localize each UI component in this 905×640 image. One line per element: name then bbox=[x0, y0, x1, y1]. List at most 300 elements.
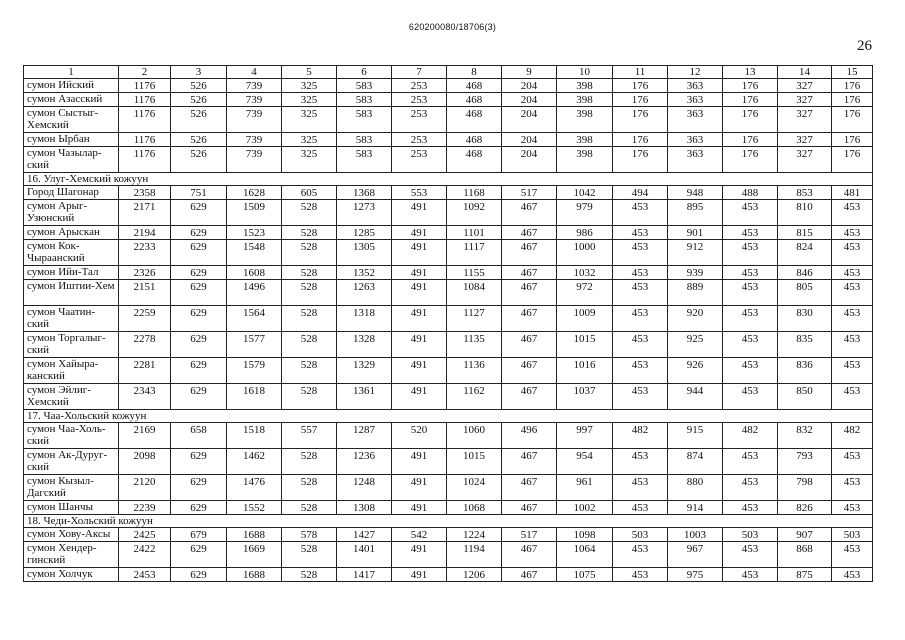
table-cell: 176 bbox=[613, 79, 668, 93]
table-cell: 526 bbox=[171, 133, 227, 147]
table-cell: 363 bbox=[668, 93, 723, 107]
table-cell: 739 bbox=[227, 93, 282, 107]
table-row bbox=[24, 107, 873, 133]
table-cell: 629 bbox=[171, 384, 227, 410]
table-cell: 327 bbox=[778, 133, 832, 147]
table-cell: 491 bbox=[392, 384, 447, 410]
table-cell: 494 bbox=[613, 186, 668, 200]
table-cell: 204 bbox=[502, 133, 557, 147]
table-cell: 453 bbox=[723, 475, 778, 501]
table-cell: 453 bbox=[613, 332, 668, 358]
table-cell: 1206 bbox=[447, 568, 502, 582]
table-cell: 1564 bbox=[227, 306, 282, 332]
table-cell: 453 bbox=[613, 542, 668, 568]
row-name: сумон Ырбан bbox=[24, 133, 119, 147]
table-row bbox=[24, 384, 873, 410]
row-name: сумон Арыг-Узюнский bbox=[24, 200, 119, 226]
table-cell: 467 bbox=[502, 475, 557, 501]
table-cell: 1273 bbox=[337, 200, 392, 226]
table-cell: 453 bbox=[613, 200, 668, 226]
table-cell: 2259 bbox=[119, 306, 171, 332]
table-row bbox=[24, 528, 873, 542]
table-cell: 253 bbox=[392, 107, 447, 133]
table-cell: 739 bbox=[227, 133, 282, 147]
table-cell: 176 bbox=[832, 93, 873, 107]
table-cell: 176 bbox=[832, 79, 873, 93]
table-cell: 398 bbox=[557, 107, 613, 133]
row-name: сумон Азасский bbox=[24, 93, 119, 107]
table-cell: 526 bbox=[171, 147, 227, 173]
table-cell: 453 bbox=[832, 332, 873, 358]
table-cell: 398 bbox=[557, 133, 613, 147]
table-cell: 528 bbox=[282, 240, 337, 266]
table-cell: 176 bbox=[723, 107, 778, 133]
column-header: 9 bbox=[502, 66, 557, 79]
table-row bbox=[24, 226, 873, 240]
table-cell: 176 bbox=[832, 133, 873, 147]
table-cell: 1136 bbox=[447, 358, 502, 384]
table-cell: 1176 bbox=[119, 93, 171, 107]
table-cell: 583 bbox=[337, 93, 392, 107]
table-cell: 517 bbox=[502, 186, 557, 200]
table-cell: 482 bbox=[832, 423, 873, 449]
table-cell: 578 bbox=[282, 528, 337, 542]
table-cell: 467 bbox=[502, 266, 557, 280]
table-cell: 824 bbox=[778, 240, 832, 266]
column-header: 4 bbox=[227, 66, 282, 79]
table-cell: 1194 bbox=[447, 542, 502, 568]
table-cell: 815 bbox=[778, 226, 832, 240]
table-cell: 1127 bbox=[447, 306, 502, 332]
table-cell: 1024 bbox=[447, 475, 502, 501]
table-cell: 1263 bbox=[337, 280, 392, 306]
table-cell: 629 bbox=[171, 501, 227, 515]
table-cell: 739 bbox=[227, 107, 282, 133]
table-cell: 327 bbox=[778, 93, 832, 107]
table-cell: 926 bbox=[668, 358, 723, 384]
table-cell: 467 bbox=[502, 226, 557, 240]
table-cell: 2171 bbox=[119, 200, 171, 226]
table-cell: 1628 bbox=[227, 186, 282, 200]
table-cell: 1037 bbox=[557, 384, 613, 410]
table-cell: 482 bbox=[613, 423, 668, 449]
table-cell: 915 bbox=[668, 423, 723, 449]
column-header: 2 bbox=[119, 66, 171, 79]
table-cell: 1009 bbox=[557, 306, 613, 332]
table-cell: 453 bbox=[832, 542, 873, 568]
table-row bbox=[24, 79, 873, 93]
table-cell: 1092 bbox=[447, 200, 502, 226]
row-name: сумон Хендер-гинский bbox=[24, 542, 119, 568]
table-cell: 453 bbox=[613, 306, 668, 332]
row-name: сумон Арыскан bbox=[24, 226, 119, 240]
column-header: 10 bbox=[557, 66, 613, 79]
table-cell: 327 bbox=[778, 79, 832, 93]
table-cell: 1305 bbox=[337, 240, 392, 266]
table-cell: 2422 bbox=[119, 542, 171, 568]
table-cell: 453 bbox=[723, 266, 778, 280]
table-cell: 467 bbox=[502, 280, 557, 306]
table-cell: 961 bbox=[557, 475, 613, 501]
table-cell: 1068 bbox=[447, 501, 502, 515]
row-name: сумон Ак-Дуруг-ский bbox=[24, 449, 119, 475]
table-cell: 1236 bbox=[337, 449, 392, 475]
table-cell: 542 bbox=[392, 528, 447, 542]
table-cell: 1287 bbox=[337, 423, 392, 449]
table-cell: 912 bbox=[668, 240, 723, 266]
table-cell: 253 bbox=[392, 93, 447, 107]
table-cell: 453 bbox=[723, 568, 778, 582]
table-cell: 2098 bbox=[119, 449, 171, 475]
table-cell: 1579 bbox=[227, 358, 282, 384]
table-cell: 1285 bbox=[337, 226, 392, 240]
table-cell: 468 bbox=[447, 93, 502, 107]
table-cell: 467 bbox=[502, 306, 557, 332]
table-cell: 1042 bbox=[557, 186, 613, 200]
table-cell: 826 bbox=[778, 501, 832, 515]
table-cell: 528 bbox=[282, 475, 337, 501]
table-cell: 907 bbox=[778, 528, 832, 542]
row-name: сумон Чаа-Холь-ский bbox=[24, 423, 119, 449]
table-cell: 453 bbox=[613, 501, 668, 515]
table-cell: 2326 bbox=[119, 266, 171, 280]
table-cell: 491 bbox=[392, 306, 447, 332]
row-name: сумон Ийи-Тал bbox=[24, 266, 119, 280]
column-header: 13 bbox=[723, 66, 778, 79]
table-cell: 1060 bbox=[447, 423, 502, 449]
table-cell: 901 bbox=[668, 226, 723, 240]
table-cell: 363 bbox=[668, 107, 723, 133]
table-cell: 629 bbox=[171, 240, 227, 266]
table-cell: 1015 bbox=[557, 332, 613, 358]
table-cell: 517 bbox=[502, 528, 557, 542]
section-row bbox=[24, 515, 873, 528]
table-cell: 176 bbox=[723, 133, 778, 147]
row-name: сумон Чазылар-ский bbox=[24, 147, 119, 173]
table-cell: 468 bbox=[447, 133, 502, 147]
table-cell: 1688 bbox=[227, 528, 282, 542]
table-cell: 1352 bbox=[337, 266, 392, 280]
table-cell: 491 bbox=[392, 475, 447, 501]
row-name: сумон Хайыра-канский bbox=[24, 358, 119, 384]
table-cell: 1548 bbox=[227, 240, 282, 266]
table-cell: 491 bbox=[392, 200, 447, 226]
table-cell: 2169 bbox=[119, 423, 171, 449]
table-cell: 453 bbox=[832, 200, 873, 226]
table-cell: 868 bbox=[778, 542, 832, 568]
table-cell: 528 bbox=[282, 266, 337, 280]
data-table bbox=[23, 65, 873, 582]
table-cell: 629 bbox=[171, 266, 227, 280]
column-header: 6 bbox=[337, 66, 392, 79]
table-cell: 453 bbox=[723, 306, 778, 332]
table-cell: 1329 bbox=[337, 358, 392, 384]
table-cell: 583 bbox=[337, 133, 392, 147]
section-title: 17. Чаа-Хольский кожуун bbox=[24, 410, 873, 423]
table-cell: 453 bbox=[613, 280, 668, 306]
table-cell: 836 bbox=[778, 358, 832, 384]
table-cell: 920 bbox=[668, 306, 723, 332]
table-cell: 491 bbox=[392, 226, 447, 240]
table-cell: 528 bbox=[282, 358, 337, 384]
column-header: 3 bbox=[171, 66, 227, 79]
table-cell: 895 bbox=[668, 200, 723, 226]
table-cell: 453 bbox=[723, 280, 778, 306]
row-name: сумон Чаатин-ский bbox=[24, 306, 119, 332]
row-name: сумон Шанчы bbox=[24, 501, 119, 515]
table-cell: 810 bbox=[778, 200, 832, 226]
table-row bbox=[24, 240, 873, 266]
table-cell: 253 bbox=[392, 147, 447, 173]
table-cell: 1518 bbox=[227, 423, 282, 449]
table-cell: 1552 bbox=[227, 501, 282, 515]
table-cell: 751 bbox=[171, 186, 227, 200]
table-row bbox=[24, 542, 873, 568]
table-cell: 1117 bbox=[447, 240, 502, 266]
table-cell: 583 bbox=[337, 147, 392, 173]
table-cell: 453 bbox=[613, 266, 668, 280]
table-cell: 327 bbox=[778, 107, 832, 133]
table-cell: 2281 bbox=[119, 358, 171, 384]
table-cell: 453 bbox=[832, 240, 873, 266]
table-cell: 1135 bbox=[447, 332, 502, 358]
table-cell: 467 bbox=[502, 358, 557, 384]
table-cell: 204 bbox=[502, 79, 557, 93]
table-cell: 1015 bbox=[447, 449, 502, 475]
table-cell: 325 bbox=[282, 107, 337, 133]
table-cell: 453 bbox=[832, 384, 873, 410]
table-cell: 629 bbox=[171, 449, 227, 475]
table-cell: 467 bbox=[502, 542, 557, 568]
table-cell: 2120 bbox=[119, 475, 171, 501]
table-cell: 467 bbox=[502, 384, 557, 410]
table-cell: 1476 bbox=[227, 475, 282, 501]
table-cell: 453 bbox=[613, 449, 668, 475]
table-cell: 503 bbox=[723, 528, 778, 542]
table-cell: 850 bbox=[778, 384, 832, 410]
table-row bbox=[24, 501, 873, 515]
table-cell: 363 bbox=[668, 133, 723, 147]
table-cell: 605 bbox=[282, 186, 337, 200]
table-cell: 468 bbox=[447, 107, 502, 133]
table-cell: 629 bbox=[171, 306, 227, 332]
table-cell: 944 bbox=[668, 384, 723, 410]
row-name: сумон Холчук bbox=[24, 568, 119, 582]
table-cell: 176 bbox=[832, 147, 873, 173]
table-cell: 528 bbox=[282, 226, 337, 240]
table-cell: 583 bbox=[337, 79, 392, 93]
table-cell: 481 bbox=[832, 186, 873, 200]
table-row bbox=[24, 280, 873, 306]
table-cell: 520 bbox=[392, 423, 447, 449]
table-cell: 805 bbox=[778, 280, 832, 306]
table-cell: 325 bbox=[282, 79, 337, 93]
table-cell: 363 bbox=[668, 79, 723, 93]
table-cell: 889 bbox=[668, 280, 723, 306]
column-header: 8 bbox=[447, 66, 502, 79]
table-cell: 526 bbox=[171, 93, 227, 107]
table-cell: 176 bbox=[613, 147, 668, 173]
table-cell: 325 bbox=[282, 147, 337, 173]
table-cell: 528 bbox=[282, 542, 337, 568]
table-cell: 739 bbox=[227, 147, 282, 173]
table-cell: 979 bbox=[557, 200, 613, 226]
table-cell: 398 bbox=[557, 147, 613, 173]
row-name: Город Шагонар bbox=[24, 186, 119, 200]
table-row bbox=[24, 423, 873, 449]
table-cell: 986 bbox=[557, 226, 613, 240]
table-row bbox=[24, 449, 873, 475]
table-cell: 1162 bbox=[447, 384, 502, 410]
table-cell: 467 bbox=[502, 568, 557, 582]
table-cell: 453 bbox=[832, 358, 873, 384]
page-number: 26 bbox=[857, 38, 872, 54]
table-cell: 832 bbox=[778, 423, 832, 449]
row-name: сумон Ийский bbox=[24, 79, 119, 93]
table-cell: 2239 bbox=[119, 501, 171, 515]
column-header: 14 bbox=[778, 66, 832, 79]
table-cell: 491 bbox=[392, 332, 447, 358]
table-cell: 1176 bbox=[119, 147, 171, 173]
table-cell: 176 bbox=[613, 93, 668, 107]
column-header: 1 bbox=[24, 66, 119, 79]
table-cell: 1496 bbox=[227, 280, 282, 306]
table-cell: 1000 bbox=[557, 240, 613, 266]
table-cell: 327 bbox=[778, 147, 832, 173]
table-row bbox=[24, 266, 873, 280]
table-row bbox=[24, 475, 873, 501]
table-cell: 453 bbox=[613, 226, 668, 240]
table-cell: 1016 bbox=[557, 358, 613, 384]
table-cell: 1176 bbox=[119, 79, 171, 93]
table-cell: 629 bbox=[171, 280, 227, 306]
table-cell: 528 bbox=[282, 306, 337, 332]
table-cell: 503 bbox=[613, 528, 668, 542]
table-cell: 1176 bbox=[119, 107, 171, 133]
table-cell: 1577 bbox=[227, 332, 282, 358]
table-cell: 967 bbox=[668, 542, 723, 568]
table-cell: 488 bbox=[723, 186, 778, 200]
table-cell: 830 bbox=[778, 306, 832, 332]
column-header: 15 bbox=[832, 66, 873, 79]
table-cell: 453 bbox=[832, 306, 873, 332]
table-cell: 914 bbox=[668, 501, 723, 515]
table-cell: 528 bbox=[282, 384, 337, 410]
table-cell: 453 bbox=[613, 568, 668, 582]
table-cell: 528 bbox=[282, 332, 337, 358]
section-row bbox=[24, 410, 873, 423]
table-cell: 1003 bbox=[668, 528, 723, 542]
table-cell: 1155 bbox=[447, 266, 502, 280]
table-cell: 528 bbox=[282, 200, 337, 226]
table-cell: 467 bbox=[502, 501, 557, 515]
table-cell: 1224 bbox=[447, 528, 502, 542]
table-row bbox=[24, 186, 873, 200]
table-cell: 1176 bbox=[119, 133, 171, 147]
table-cell: 1075 bbox=[557, 568, 613, 582]
table-cell: 491 bbox=[392, 542, 447, 568]
table-cell: 1509 bbox=[227, 200, 282, 226]
table-cell: 253 bbox=[392, 133, 447, 147]
table-row bbox=[24, 332, 873, 358]
table-cell: 204 bbox=[502, 93, 557, 107]
table-cell: 1318 bbox=[337, 306, 392, 332]
table-cell: 453 bbox=[613, 475, 668, 501]
table-cell: 528 bbox=[282, 501, 337, 515]
table-cell: 925 bbox=[668, 332, 723, 358]
table-cell: 467 bbox=[502, 332, 557, 358]
table-cell: 453 bbox=[832, 501, 873, 515]
table-cell: 453 bbox=[832, 449, 873, 475]
table-cell: 1308 bbox=[337, 501, 392, 515]
table-cell: 1328 bbox=[337, 332, 392, 358]
table-cell: 1608 bbox=[227, 266, 282, 280]
table-cell: 528 bbox=[282, 280, 337, 306]
table-cell: 453 bbox=[723, 501, 778, 515]
table-cell: 526 bbox=[171, 107, 227, 133]
table-cell: 853 bbox=[778, 186, 832, 200]
table-cell: 975 bbox=[668, 568, 723, 582]
table-cell: 467 bbox=[502, 449, 557, 475]
table-cell: 553 bbox=[392, 186, 447, 200]
table-cell: 325 bbox=[282, 133, 337, 147]
table-cell: 526 bbox=[171, 79, 227, 93]
table-cell: 453 bbox=[613, 384, 668, 410]
column-header: 7 bbox=[392, 66, 447, 79]
table-cell: 798 bbox=[778, 475, 832, 501]
table-cell: 2233 bbox=[119, 240, 171, 266]
table-cell: 453 bbox=[832, 226, 873, 240]
table-cell: 503 bbox=[832, 528, 873, 542]
table-cell: 1361 bbox=[337, 384, 392, 410]
table-row bbox=[24, 133, 873, 147]
table-cell: 2194 bbox=[119, 226, 171, 240]
section-row bbox=[24, 173, 873, 186]
table-cell: 496 bbox=[502, 423, 557, 449]
table-cell: 846 bbox=[778, 266, 832, 280]
table-cell: 1064 bbox=[557, 542, 613, 568]
table-cell: 453 bbox=[723, 384, 778, 410]
section-title: 16. Улуг-Хемский кожуун bbox=[24, 173, 873, 186]
table-cell: 204 bbox=[502, 107, 557, 133]
row-name: сумон Кызыл-Дагский bbox=[24, 475, 119, 501]
table-cell: 453 bbox=[723, 542, 778, 568]
table-cell: 629 bbox=[171, 475, 227, 501]
column-header: 5 bbox=[282, 66, 337, 79]
table-cell: 629 bbox=[171, 568, 227, 582]
table-cell: 398 bbox=[557, 79, 613, 93]
table-cell: 453 bbox=[723, 449, 778, 475]
table-cell: 491 bbox=[392, 266, 447, 280]
table-cell: 453 bbox=[723, 358, 778, 384]
table-cell: 1523 bbox=[227, 226, 282, 240]
table-row bbox=[24, 147, 873, 173]
table-cell: 467 bbox=[502, 200, 557, 226]
table-cell: 453 bbox=[723, 240, 778, 266]
row-name: сумон Сыстыг-Хемский bbox=[24, 107, 119, 133]
table-cell: 398 bbox=[557, 93, 613, 107]
table-cell: 629 bbox=[171, 358, 227, 384]
table-cell: 1417 bbox=[337, 568, 392, 582]
table-cell: 453 bbox=[832, 280, 873, 306]
table-cell: 948 bbox=[668, 186, 723, 200]
table-cell: 1688 bbox=[227, 568, 282, 582]
table-cell: 482 bbox=[723, 423, 778, 449]
row-name: сумон Кок-Чыраанский bbox=[24, 240, 119, 266]
table-cell: 176 bbox=[723, 147, 778, 173]
table-cell: 491 bbox=[392, 449, 447, 475]
table-row bbox=[24, 568, 873, 582]
